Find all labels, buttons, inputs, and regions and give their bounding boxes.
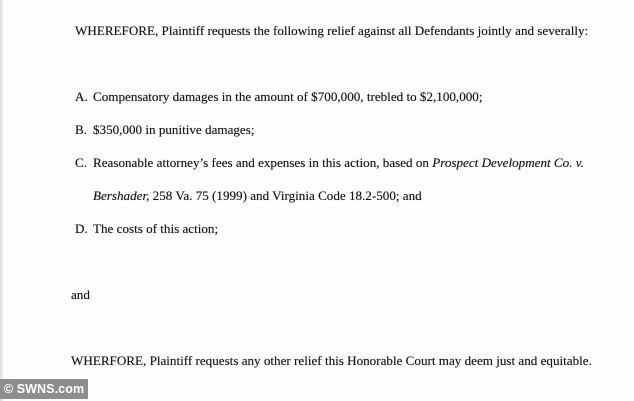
relief-item-d-letter: D. — [75, 221, 88, 236]
connector-word: and — [71, 287, 90, 302]
relief-items-list — [40, 80, 594, 245]
scan-edge-artifact — [0, 0, 4, 401]
closing-paragraph: WHERFORE, Plaintiff requests any other relief this Honorable Court may deem just and equitable. — [71, 353, 592, 368]
relief-item-d — [40, 212, 594, 245]
relief-item-c-letter: C. — [75, 155, 88, 170]
opening-paragraph: WHEREFORE, Plaintiff requests the following relief against all Defendants jointly and severally: — [75, 23, 589, 38]
relief-item-c-text-lead: Reasonable attorney’s fees and expenses in this action, based on — [93, 155, 433, 170]
relief-item-b-text: $350,000 in punitive damages; — [93, 122, 255, 137]
relief-item-d-text: The costs of this action; — [93, 221, 219, 236]
relief-item-b-letter: B. — [75, 122, 88, 137]
relief-item-a-text: Compensatory damages in the amount of $700,000, trebled to $2,100,000; — [93, 89, 483, 104]
relief-item-a — [40, 80, 594, 113]
case-citation-italic: Prospect Development Co. v. Bershader, — [93, 155, 584, 203]
swns-watermark — [0, 379, 88, 399]
connector-spacer — [40, 311, 594, 344]
document-body-text — [40, 14, 594, 377]
paragraph-spacer — [40, 47, 594, 80]
watermark-text: © SWNS.com — [3, 382, 85, 396]
relief-item-b — [40, 113, 594, 146]
relief-item-c-text-trail: 258 Va. 75 (1999) and Virginia Code 18.2-500; and — [149, 188, 422, 203]
list-spacer — [40, 245, 594, 278]
relief-item-a-letter: A. — [75, 89, 88, 104]
relief-item-c — [40, 146, 594, 212]
